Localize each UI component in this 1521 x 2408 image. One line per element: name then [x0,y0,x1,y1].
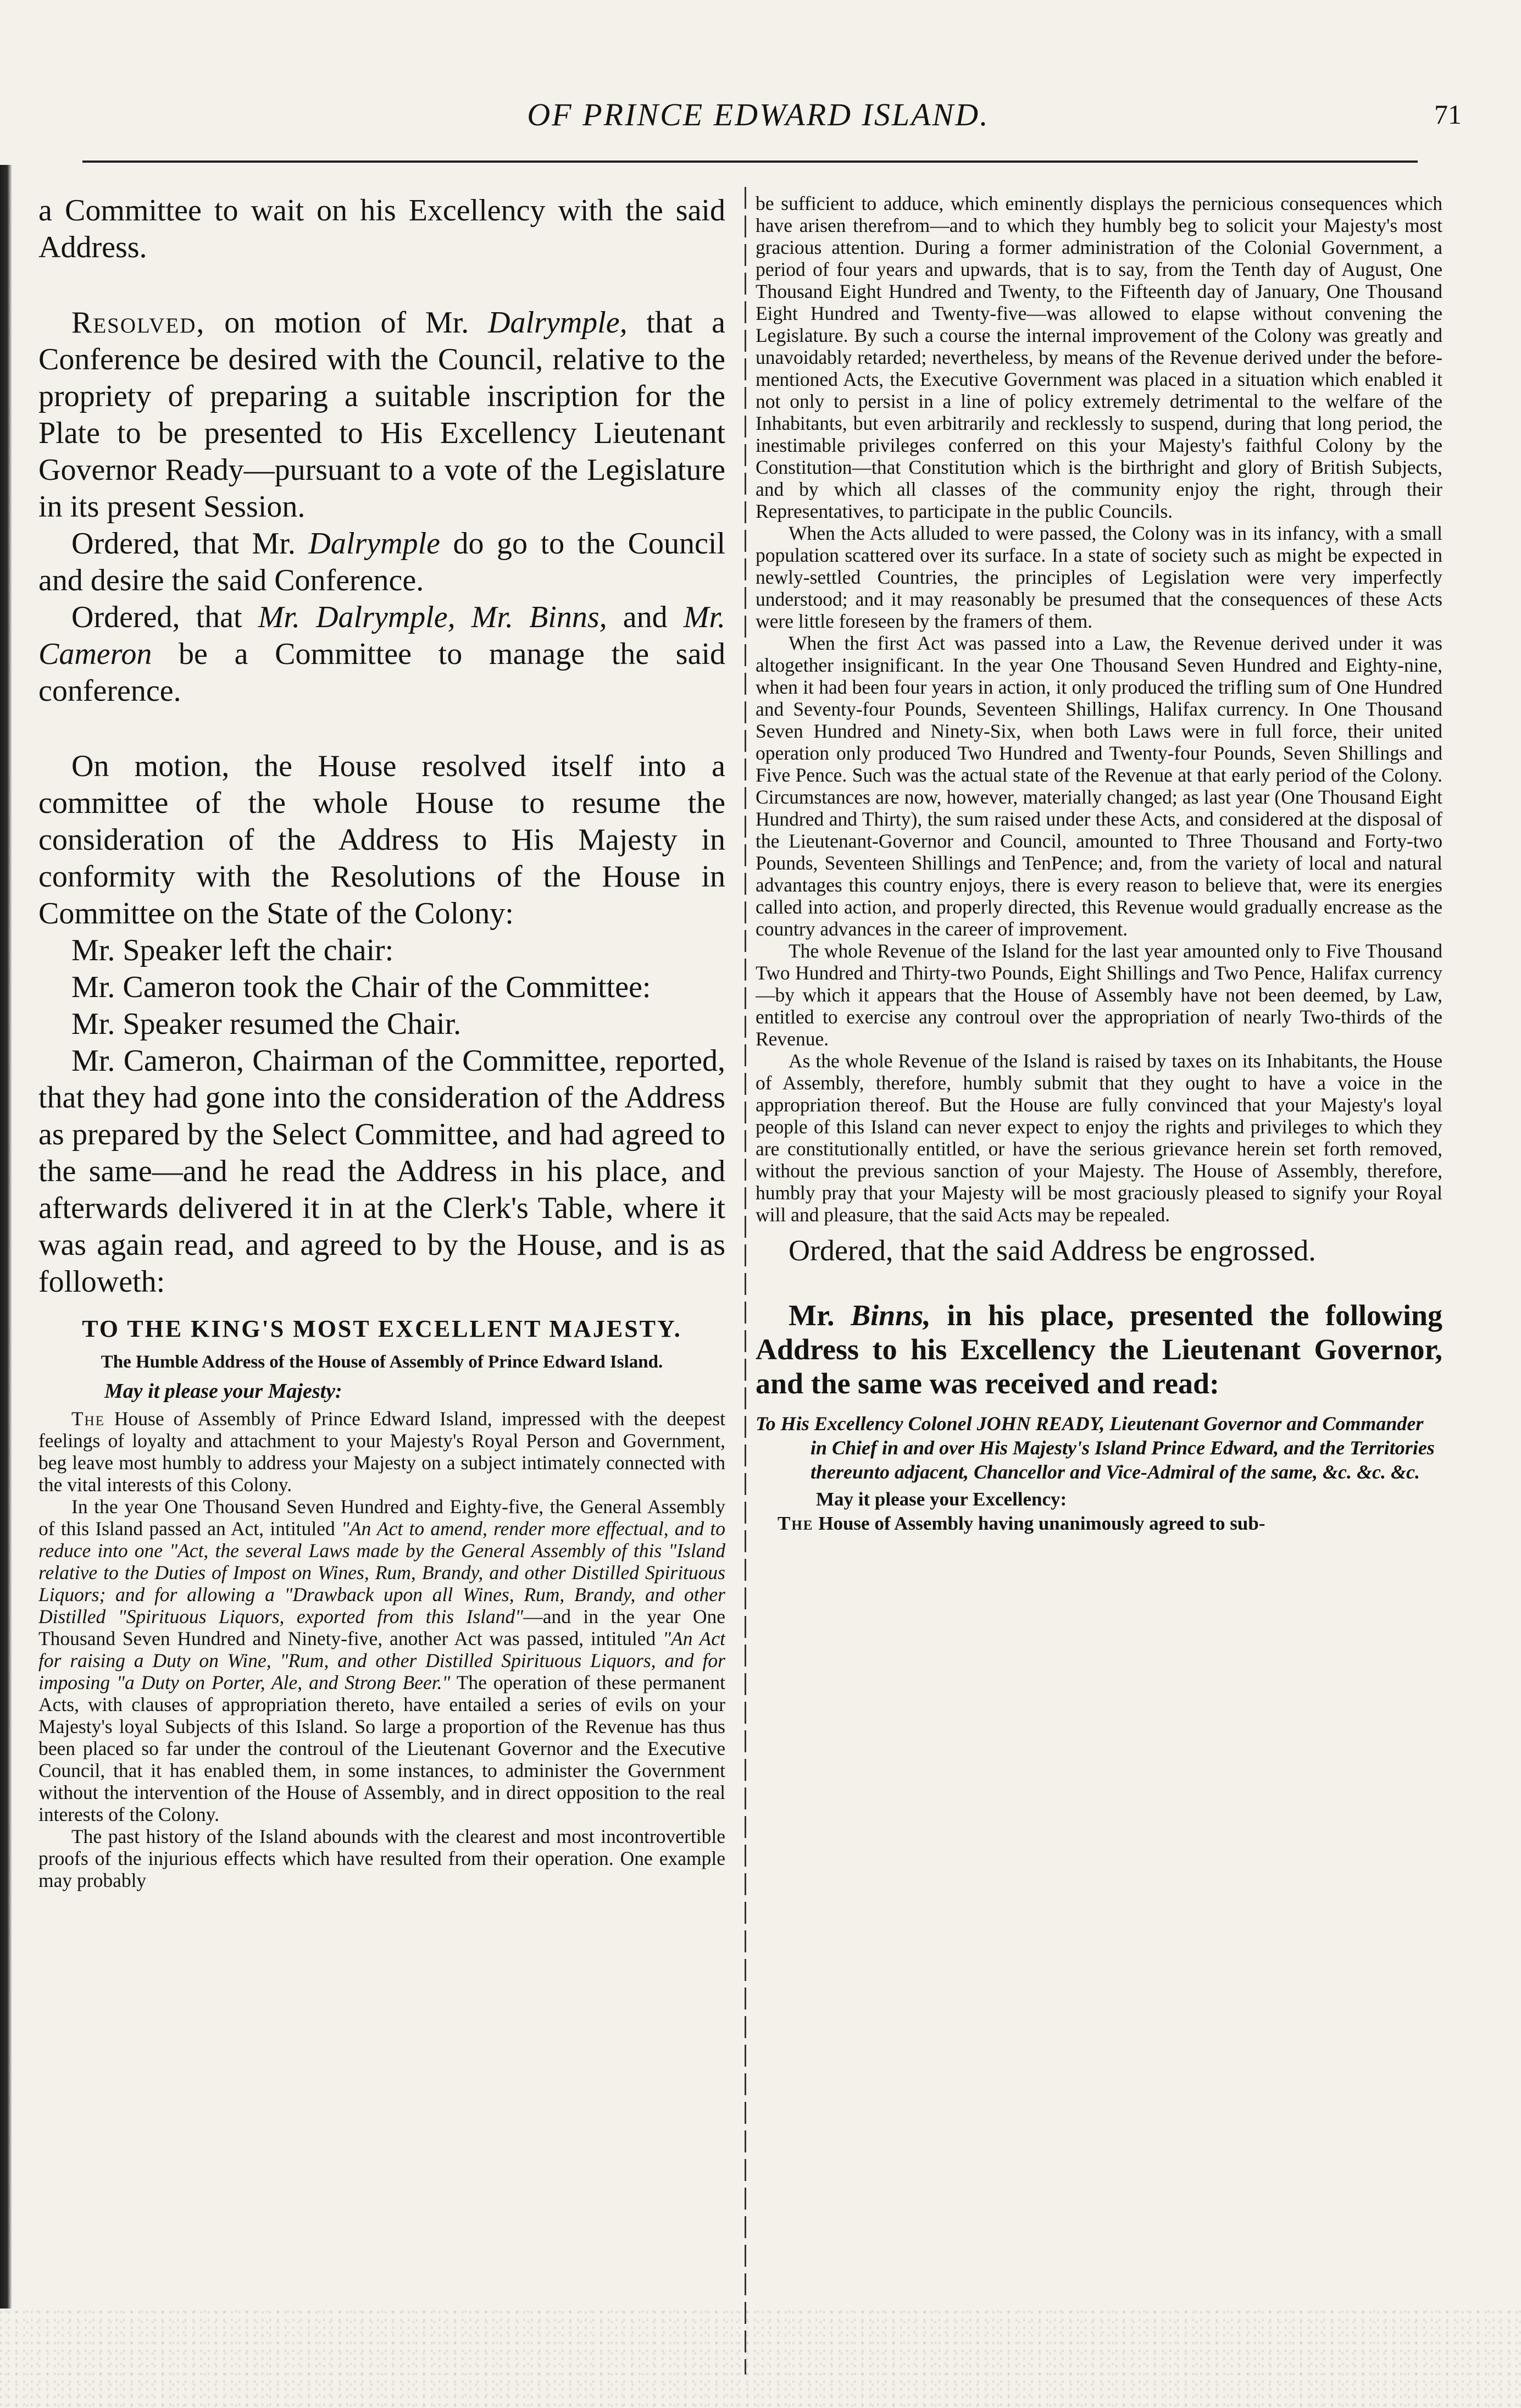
header-rule [82,160,1418,163]
paragraph-binns: Mr. Binns, in his place, presented the following Address to his Excellency the Lieutenant Governor, and the same was received and read: [756,1299,1442,1400]
address-paragraph-1: The House of Assembly of Prince Edward Island, impressed with the deepest feelings of loyalty and attachment to your Majesty's Royal Person and Government, beg leave most humbly to address your Majesty on a subject intimately connected with the vital interests of this Colony. [38,1408,725,1496]
paragraph-report: Mr. Cameron, Chairman of the Committee, reported, that they had gone into the consideration of the Address as prepared by the Select Committee, and had agreed to the same—and he read the Address in his place, and afterwards delivered it in at the Clerk's Table, where it was again read, and agreed to by the House, and is as followeth: [38,1044,725,1299]
member-name: Mr. Cameron [38,600,725,671]
right-column [756,192,1442,2380]
address-heading: TO THE KING'S MOST EXCELLENT MAJESTY. [82,1315,682,1342]
paragraph-ordered-2: Ordered, that Mr. Dalrymple, Mr. Binns, and Mr. Cameron be a Committee to manage the said conference. [38,600,725,708]
paragraph-cameron-chair: Mr. Cameron took the Chair of the Committee: [71,970,651,1004]
address-paragraph-4: be sufficient to adduce, which eminently displays the pernicious consequences which have arisen therefrom—and to which they humbly beg to solicit your Majesty's most gracious attention. During a former administration of the Colonial Government, a period of four years and upwards, that is to say, from the Tenth day of August, One Thousand Eight Hundred and Twenty, to the Fifteenth day of January, One Thousand Eight Hundred and Twenty-five—was allowed to elapse without convening the Legislature. By such a course the internal improvement of the Colony was greatly and unavoidably retarded; nevertheless, by means of the Revenue derived under the before-mentioned Acts, the Executive Government was placed in a situation which enabled it not only to persist in a line of policy extremely detrimental to the welfare of the Inhabitants, but even arbitrarily and recklessly to suspend, during that long period, the inestimable privileges conferred on this your Majesty's faithful Colony by the Constitution—that Constitution which is the birthright and glory of British Subjects, and by which all classes of the community enjoy the right, through their Representatives, to participate in the public Councils. [756,192,1442,522]
page-bottom-noise [0,2309,1521,2408]
paragraph-on-motion: On motion, the House resolved itself into a committee of the whole House to resume the consideration of the Address to His Majesty in conformity with the Resolutions of the House in Committee on the State of the Colony: [38,749,725,931]
column-divider [745,187,746,2374]
salutation: May it please your Majesty: [104,1380,342,1403]
member-names: Mr. Dalrymple, Mr. Binns, [258,600,607,634]
left-column [38,192,725,2380]
running-title: OF PRINCE EDWARD ISLAND. [527,97,990,132]
salutation-excellency: May it please your Excellency: [816,1488,1067,1510]
paragraph-resolved: Resolved, on motion of Mr. Dalrymple, that a Conference be desired with the Council, relative to the propriety of preparing a suitable inscription for the Plate to be presented to His Excellency Lieutenant Governor Ready—pursuant to a vote of the Legislature in its present Session. [38,306,725,524]
address-paragraph-5: When the Acts alluded to were passed, the Colony was in its infancy, with a small population scattered over its surface. In a state of society such as might be expected in newly-settled Countries, the principles of Legislation were very imperfectly understood; and it may reasonably be presumed that the consequences of these Acts were little foreseen by the framers of them. [756,522,1442,632]
page-header [38,96,1478,146]
member-name: Binns, [851,1299,931,1332]
page-number: 71 [1434,99,1462,130]
paragraph-speaker-left: Mr. Speaker left the chair: [71,933,394,967]
act-title-2: "An Act for raising a Duty on Wine, "Rum, and other Distilled Spirituous Liquors, and for imposing "a Duty on Porter, Ale, and Strong Beer." [38,1628,725,1693]
binding-edge [0,165,12,2309]
member-name: Dalrymple, [488,306,628,340]
addressee-block: To His Excellency Colonel JOHN READY, Lieutenant Governor and Commander in Chief in and over His Majesty's Island Prince Edward, and the Territories thereunto adjacent, Chancellor and Vice-Admiral of the same, &c. &c. &c. [756,1413,1435,1483]
address-paragraph-8: As the whole Revenue of the Island is raised by taxes on its Inhabitants, the House of Assembly, therefore, humbly submit that they ought to have a voice in the appropriation thereof. But the House are fully convinced that your Majesty's loyal people of this Island can never expect to enjoy the rights and privileges to which they are constitutionally entitled, or have the serious grievance herein set forth removed, without the previous sanction of your Majesty. The House of Assembly, therefore, humbly pray that your Majesty will be most graciously pleased to signify your Royal will and pleasure, that the said Acts may be repealed. [756,1050,1442,1226]
address-subheading: The Humble Address of the House of Assembly of Prince Edward Island. [101,1352,663,1372]
paragraph-engrossed: Ordered, that the said Address be engrossed. [789,1234,1316,1267]
address-paragraph-7: The whole Revenue of the Island for the last year amounted only to Five Thousand Two Hundred and Thirty-two Pounds, Eight Shillings and Two Pence, Halifax currency —by which it appears that the House of Assembly have not been deemed, by Law, entitled to exercise any controul over the appropriation of nearly Two-thirds of the Revenue. [756,940,1442,1050]
final-line: The House of Assembly having unanimously agreed to sub- [778,1513,1265,1534]
member-name: Dalrymple [308,527,440,561]
paragraph-ordered-1: Ordered, that Mr. Dalrymple do go to the Council and desire the said Conference. [38,527,725,597]
address-paragraph-6: When the first Act was passed into a Law, the Revenue derived under it was altogether insignificant. In the year One Thousand Seven Hundred and Eighty-nine, when it had been four years in action, it only produced the trifling sum of One Hundred and Seventy-four Pounds, Seventeen Shillings, Halifax currency. In One Thousand Seven Hundred and Ninety-Six, when both Laws were in full force, their united operation only produced Two Hundred and Twenty-four Pounds, Seven Shillings and Five Pence. Such was the actual state of the Revenue at that early period of the Colony. Circumstances are now, however, materially changed; as last year (One Thousand Eight Hundred and Thirty), the sum raised under these Acts, and considered at the disposal of the Lieutenant-Governor and Council, amounted to Three Thousand and Forty-two Pounds, Seventeen Shillings and TenPence; and, from the variety of local and natural advantages this country enjoys, there is every reason to believe that, were its energies called into action, and properly directed, this Revenue would gradually encrease as the country advances in the career of improvement. [756,632,1442,940]
address-paragraph-3: The past history of the Island abounds with the clearest and most incontrovertible proofs of the injurious effects which have resulted from their operation. One example may probably [38,1825,725,1891]
address-paragraph-2: In the year One Thousand Seven Hundred and Eighty-five, the General Assembly of this Island passed an Act, intituled "An Act to amend, render more effectual, and to reduce into one "Act, the several Laws made by the General Assembly of this "Island relative to the Duties of Impost on Wines, Rum, Brandy, and other Distilled Spirituous Liquors; and for allowing a "Drawback upon all Wines, Rum, Brandy, and other Distilled "Spirituous Liquors, exported from this Island"—and in the year One Thousand Seven Hundred and Ninety-five, another Act was passed, intituled "An Act for raising a Duty on Wine, "Rum, and other Distilled Spirituous Liquors, and for imposing "a Duty on Porter, Ale, and Strong Beer." The operation of these permanent Acts, with clauses of appropriation thereto, have entailed a series of evils on your Majesty's loyal Subjects of this Island. So large a proportion of the Revenue has thus been placed so far under the controul of the Lieutenant Governor and the Executive Council, that it has enabled them, in some instances, to administer the Government without the intervention of the House of Assembly, and in direct opposition to the real interests of the Colony. [38,1496,725,1825]
paragraph-committee: a Committee to wait on his Excellency with the said Address. [38,193,725,264]
paragraph-speaker-resumed: Mr. Speaker resumed the Chair. [71,1007,462,1041]
resolved-lead: Resolved, [71,306,206,340]
act-title-1: "An Act to amend, render more effectual, and to reduce into one "Act, the several Laws made by the General Assembly of this "Island relative to the Duties of Impost on Wines, Rum, Brandy, and other Distilled Spirituous Liquors; and for allowing a "Drawback upon all Wines, Rum, Brandy, and other Distilled "Spirituous Liquors, exported from this Island" [38,1518,725,1628]
